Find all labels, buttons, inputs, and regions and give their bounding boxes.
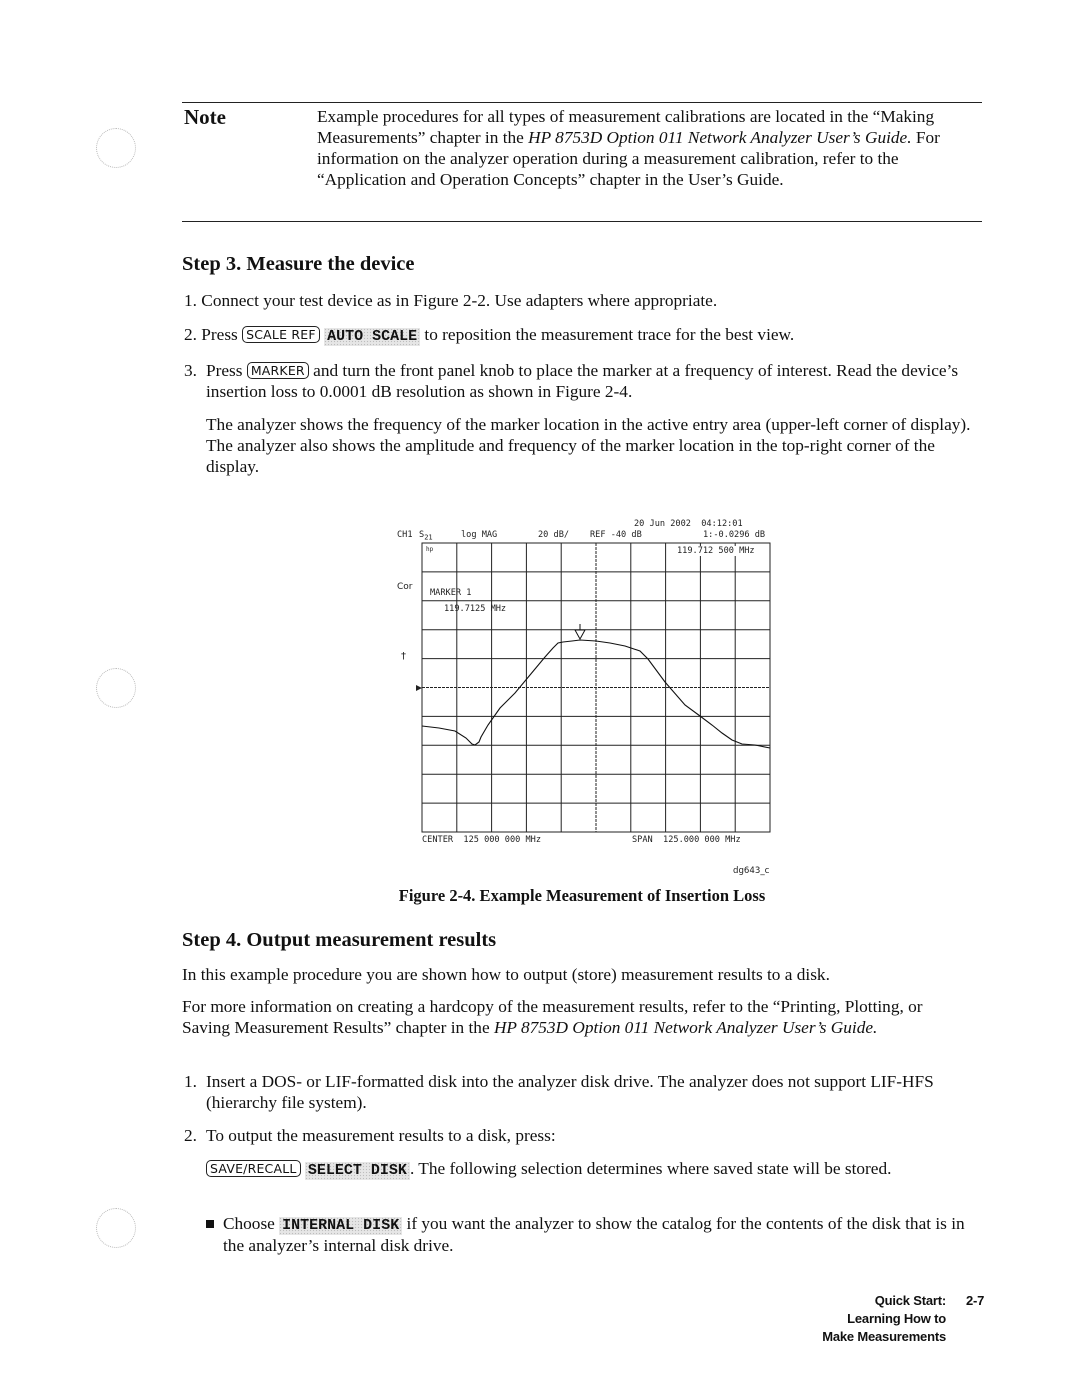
ref-label: REF -40 dB xyxy=(590,530,642,540)
marker-hardkey: MARKER xyxy=(247,362,309,379)
guide-title: HP 8753D Option 011 Network Analyzer User’s Guide. xyxy=(528,128,912,147)
trigger-arrow-icon: † xyxy=(401,651,406,662)
step4-item-2: 2. To output the measurement results to a disk, press: xyxy=(184,1126,556,1145)
analyzer-grid-plot xyxy=(395,540,795,840)
note-label: Note xyxy=(184,105,226,129)
step4-para2: For more information on creating a hardcopy of the measurement results, refer to the “Printing, Plotting, or Saving Measurement Results” chapter in the HP 8753D Option 011 Network Analyzer User’s Guide. xyxy=(182,997,923,1037)
footer-line2: Learning How to xyxy=(847,1311,946,1326)
figure-caption: Figure 2-4. Example Measurement of Insertion Loss xyxy=(398,886,766,905)
step4-para1: In this example procedure you are shown how to output (store) measurement results to a disk. xyxy=(182,965,830,984)
svg-text:hp: hp xyxy=(426,546,434,553)
plot-grid xyxy=(422,543,770,832)
marker-readout: 1:-0.0296 dB xyxy=(703,530,766,540)
scale-ref-hardkey: SCALE REF xyxy=(242,326,320,343)
param-label: $S_{21}$ xyxy=(419,530,433,542)
select-disk-softkey: SELECT DISK xyxy=(305,1162,410,1180)
step4-heading: Step 4. Output measurement results xyxy=(182,929,497,951)
step3-paragraph: The analyzer shows the frequency of the marker location in the active entry area (upper-left corner of display). The analyzer also shows the amplitude and frequency of the marker location in the top-right corner of the display. xyxy=(206,415,971,476)
auto-scale-softkey: AUTO SCALE xyxy=(324,328,420,346)
footer-section: Quick Start: xyxy=(874,1293,946,1308)
reference-position-icon xyxy=(416,685,422,691)
channel-label: CH1 xyxy=(397,530,413,540)
step3-item-1: 1. Connect your test device as in Figure 2-2. Use adapters where appropriate. xyxy=(184,291,718,310)
internal-disk-bullet: Choose INTERNAL DISK if you want the analyzer to show the catalog for the contents of the disk that is in the analyzer’s internal disk drive. xyxy=(206,1213,976,1256)
step3-heading: Step 3. Measure the device xyxy=(182,253,415,275)
figure-id: dg643_c xyxy=(733,866,770,876)
save-recall-instruction: SAVE/RECALL SELECT DISK . The following selection determines where saved state will be stored. xyxy=(206,1158,976,1180)
marker-1-symbol xyxy=(575,624,585,639)
cor-label: Cor xyxy=(397,582,413,592)
span-label: SPAN 125.000 000 MHz xyxy=(632,835,741,845)
internal-disk-softkey: INTERNAL DISK xyxy=(279,1217,402,1235)
marker-freq-right: 119.712 500 MHz xyxy=(677,546,755,556)
guide-title: HP 8753D Option 011 Network Analyzer User’s Guide. xyxy=(493,1018,878,1037)
center-label: CENTER 125 000 000 MHz xyxy=(422,835,541,845)
save-recall-hardkey: SAVE/RECALL xyxy=(206,1160,301,1177)
note-top-rule xyxy=(182,102,982,103)
step4-item-1: 1. Insert a DOS- or LIF-formatted disk into the analyzer disk drive. The analyzer does not support LIF-HFS (hierarchy file system). xyxy=(184,1072,934,1112)
step3-item-2: 2. Press SCALE REF AUTO SCALE to reposition the measurement trace for the best view. xyxy=(184,325,795,345)
marker-freq-left: 119.7125 MHz xyxy=(444,604,507,614)
note-bottom-rule xyxy=(182,221,982,222)
binder-hole-bottom xyxy=(96,1208,136,1248)
bullet-square-icon xyxy=(206,1220,214,1228)
footer xyxy=(760,1292,946,1346)
date-time: 20 Jun 2002 04:12:01 xyxy=(634,519,743,529)
scale-label: 20 dB/ xyxy=(538,530,570,540)
note-body: Example procedures for all types of measurement calibrations are located in the “Making Measurements” chapter in the HP 8753D Option 011 Network Analyzer User’s Guide. For information on the analyzer operation during a measurement calibration, refer to the “Application and Operation Concepts” chapter in the User’s Guide. xyxy=(317,107,940,189)
format-label: log MAG xyxy=(461,530,498,540)
binder-hole-middle xyxy=(96,668,136,708)
binder-hole-top xyxy=(96,128,136,168)
page-number: 2-7 xyxy=(966,1293,985,1308)
footer-line3: Make Measurements xyxy=(822,1329,946,1344)
step3-item-3: 3. Press MARKER and turn the front panel knob to place the marker at a frequency of interest. Read the device’s insertion loss to 0.0001 dB resolution as shown in Figure 2-4. xyxy=(184,361,959,401)
marker-label: MARKER 1 xyxy=(430,588,472,598)
